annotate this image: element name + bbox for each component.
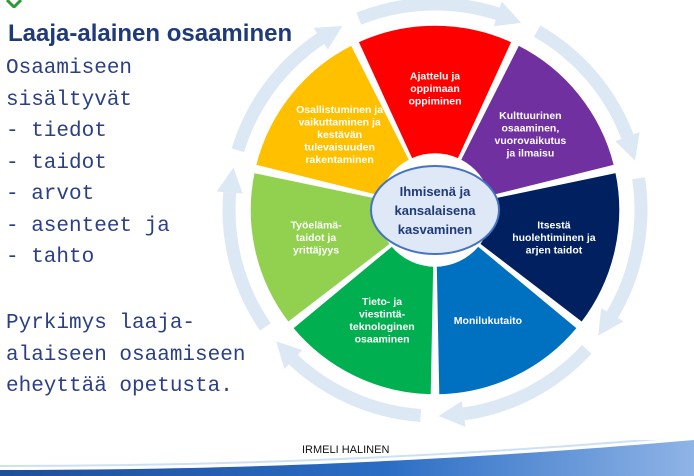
segment-label-line: Monilukutaito [453, 314, 523, 327]
segment-label-line: viestintä- [359, 308, 406, 321]
summary-line: Pyrkimys laaja- [6, 312, 196, 335]
center-label [395, 184, 477, 237]
intro-line: sisältyvät [6, 88, 133, 112]
intro-line: - taidot [6, 151, 107, 175]
segment-label-line: rakentaminen [305, 153, 374, 166]
center-label-line: Ihmisenä ja [399, 184, 471, 199]
ring-arrow-icon [494, 1, 521, 26]
segment-label-line: teknologinen [349, 321, 415, 334]
segment-label-line: tulevaisuuden [304, 141, 375, 154]
segment-label-line: huolehtiminen ja [512, 232, 596, 245]
slide-title: Laaja-alainen osaaminen [8, 20, 293, 47]
summary-line: eheyttää opetusta. [6, 375, 233, 398]
intro-line: - tahto [6, 246, 95, 269]
intro-line: - arvot [6, 183, 95, 206]
center-label-line: kansalaisena [394, 203, 476, 218]
summary-text-block [6, 308, 245, 403]
segment-label-line: ja ilmaisu [506, 147, 555, 160]
intro-line: Osaamiseen [6, 57, 133, 80]
ring-arc [359, 4, 498, 19]
intro-line: - tiedot [6, 120, 107, 143]
segment-label-line: yrittäjyys [292, 244, 340, 257]
segment-label-line: vuorovaikutus [494, 135, 567, 148]
segment-label-line: osaaminen [354, 333, 410, 346]
check-mark-icon [6, 0, 22, 8]
segment-label [454, 315, 522, 327]
intro-line: - asenteet ja [6, 214, 170, 238]
segment-label [408, 71, 461, 108]
segment-label-line: vaikuttaminen ja [298, 116, 381, 129]
summary-line: alaiseen osaamiseen [6, 343, 246, 367]
segment-label-line: Tieto- ja [362, 296, 403, 309]
ring-arrow-icon [439, 401, 466, 427]
segment-label-line: taidot ja [295, 232, 337, 245]
segment-label-line: Kulttuurinen [499, 110, 562, 123]
segment-label [290, 220, 342, 257]
segment-label-line: Ajattelu ja [409, 70, 461, 83]
center-label-line: kasvaminen [397, 222, 473, 237]
segment-label-line: osaaminen, [501, 122, 560, 135]
segment-label-line: oppiminen [408, 95, 462, 108]
author-footer: IRMELI HALINEN [302, 444, 390, 456]
segment-label-line: Osallistuminen ja [296, 103, 384, 116]
competence-wheel-diagram [212, 0, 694, 440]
bottom-wave-decoration [0, 440, 694, 476]
segment-label-line: Itsestä [537, 219, 571, 232]
ring-arrow-icon [217, 168, 243, 194]
segment-label-line: arjen taidot [525, 244, 583, 257]
segment-label-line: oppimaan [410, 83, 460, 95]
segment-label-line: kestävän [317, 128, 363, 141]
segment-label-line: Työelämä- [290, 219, 342, 232]
intro-text-block [6, 53, 170, 274]
